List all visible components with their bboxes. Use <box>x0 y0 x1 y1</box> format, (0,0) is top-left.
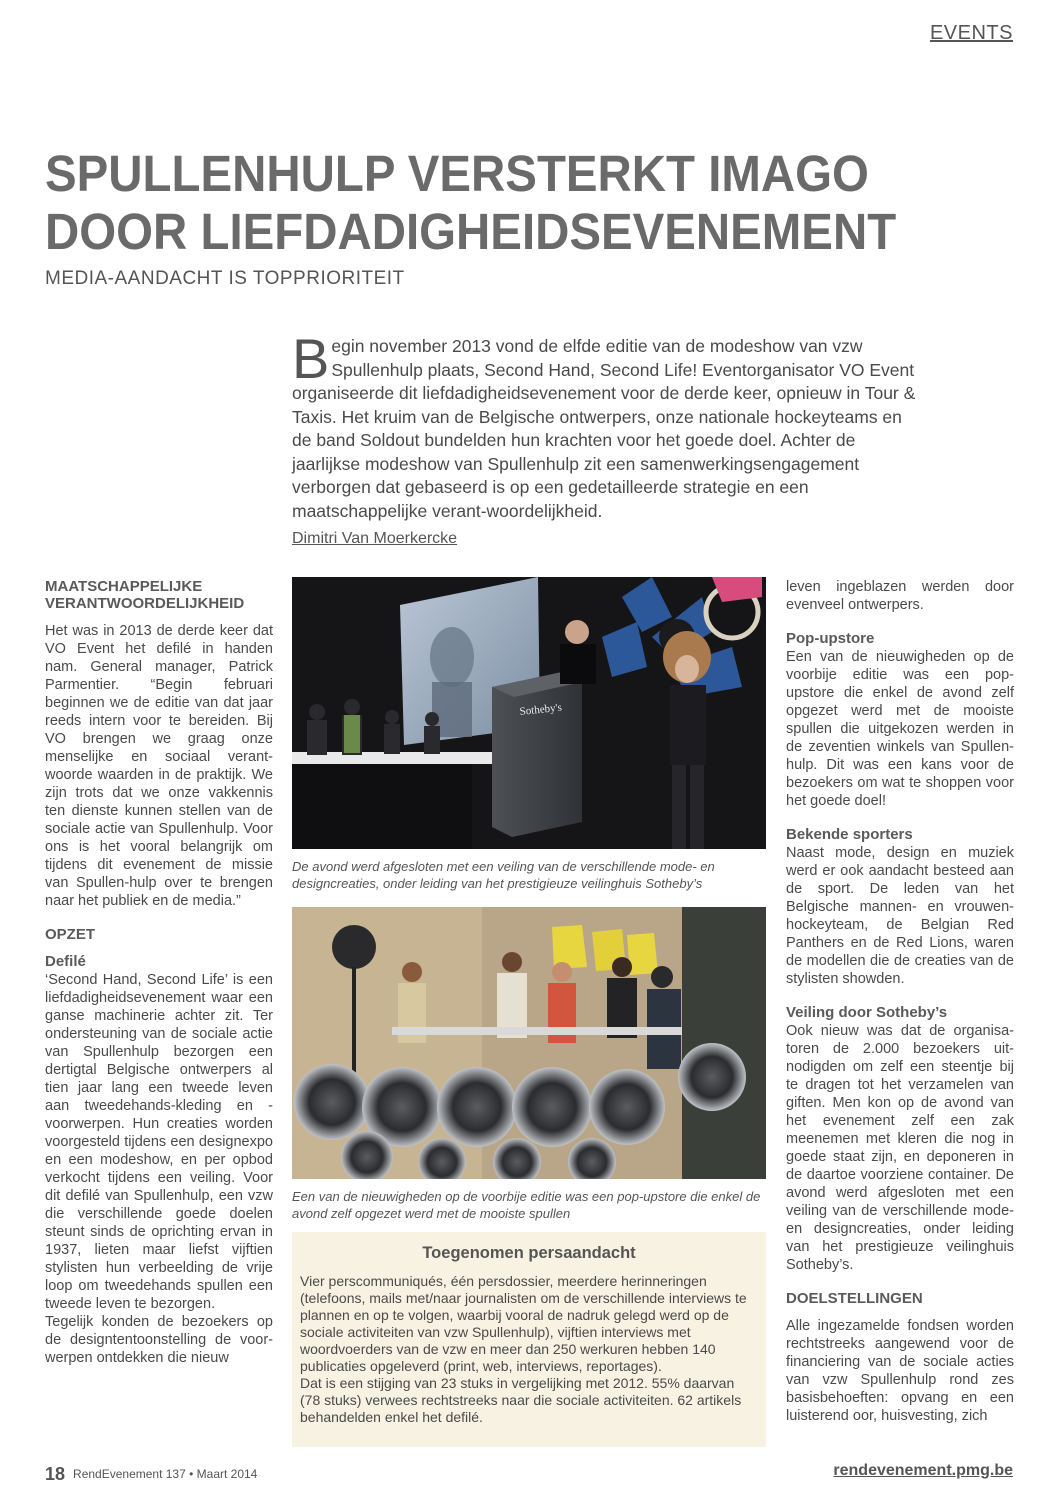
caption-photo-popupstore: Een van de nieuwigheden op de voorbije editie was een pop-upstore die enkel de avond zelf opgezet werd met de mooiste spullen <box>292 1189 761 1221</box>
caption-photo-auction: De avond werd afgesloten met een veiling van de verschillende mode- en designcreaties, onder leiding van het prestigieuze veilinghuis Sotheby’s <box>292 859 715 891</box>
right-paragraph-3: Ook nieuw was dat de organisa-toren de 2.000 bezoekers uit-nodigden om zelf een steentje bij te dragen tot het verzamelen van giften. Men kon op de avond van het evenement zelf een zak meenemen met kleren die nog in goede staat zijn, en deponeren in de daartoe voorziene container. De avond werd afgesloten met een veiling van de verschillende mode- en designcreaties, onder leiding van het prestigieuze veilinghuis Sotheby’s. <box>786 1023 1014 1273</box>
headline-line-2: DOOR LIEFDADIGHEIDSEVENEMENT <box>45 203 897 260</box>
right-column <box>786 578 1014 1425</box>
intro-text: egin november 2013 vond de elfde editie van de modeshow van vzw Spullenhulp plaats, Second Hand, Second Life! Eventorganisator VO Event organiseerde dit liefdadigheidsevenement voor de derde keer, opnieuw in Tour & Taxis. Het kruim van de Belgische ontwerpers, onze nationale hockeyteams en de band Soldout bundelden hun krachten voor het goede doel. Achter de jaarlijkse modeshow van Spullenhulp zit een samenwerkingsengagement verborgen dat gebaseerd is op een gedetailleerde strategie en een maatschappelijke verant-woordelijkheid. <box>292 336 916 521</box>
box-title: Toegenomen persaandacht <box>422 1244 636 1262</box>
left-paragraph-1: Het was in 2013 de derde keer dat VO Event het defilé in handen nam. General manager, Patrick Parmentier. “Begin februari beginnen we de editie van dat jaar reeds intern voor te bereiden. Bij VO brengen we graag onze menselijke en sociaal verant-woorde waarden in de praktijk. We zijn trots dat we onze vakkennis ten dienste kunnen stellen van de sociale actie van Spullenhulp. Voor ons is het vooral belangrijk om tijdens dit evenement de missie van Spullen-hulp over te brengen naar het publiek en de media.” <box>45 623 273 909</box>
heading-verantwoordelijkheid: MAATSCHAPPELIJKE VERANTWOORDELIJKHEID <box>45 578 245 612</box>
popupstore-illustration <box>292 907 766 1179</box>
right-paragraph-0: leven ingeblazen werden door evenveel ontwerpers. <box>786 579 1014 613</box>
right-paragraph-1: Een van de nieuwigheden op de voorbije editie was een pop-upstore die enkel de avond zelf opgezet werd met de mooiste spullen die uitgekozen werden in de zeventien winkels van Spullen-hulp. Dit was een kans voor de bezoekers om wat te shoppen voor het goede doel! <box>786 649 1014 809</box>
left-paragraph-3: Tegelijk konden de bezoekers op de designtentoonstelling de voor-werpen ontdekken die nieuw <box>45 1314 273 1366</box>
subtitle: MEDIA-AANDACHT IS TOPPRIORITEIT <box>45 268 405 289</box>
heading-doelstellingen: DOELSTELLINGEN <box>786 1290 923 1307</box>
box-paragraph-2: Dat is een stijging van 23 stuks in vergelijking met 2012. 55% daarvan (78 stuks) verwees rechtstreeks naar die sociale activiteiten. 62 artikels behandelden enkel het defilé. <box>300 1375 742 1425</box>
heading-opzet: OPZET <box>45 926 96 943</box>
right-paragraph-2: Naast mode, design en muziek werd er ook aandacht besteed aan de sport. De leden van het Belgische mannen- en vrouwen-hockeyteam, de Belgian Red Panthers en de Red Lions, waren de modellen die de creaties van de stylisten showden. <box>786 845 1014 987</box>
subheading-veiling: Veiling door Sotheby’s <box>786 1004 948 1021</box>
website-link[interactable]: rendevenement.pmg.be <box>833 1462 1013 1479</box>
page-number: 18 <box>45 1464 66 1484</box>
subheading-defile: Defilé <box>45 953 86 970</box>
left-paragraph-2: ‘Second Hand, Second Life’ is een liefdadigheidsevenement waar een ganse machinerie achter zit. Ter ondersteuning van de sociale actie van Spullenhulp bezorgen een dertigtal Belgische ontwerpers al tien jaar lang een tweede leven aan tweedehands-kleding en -voorwerpen. Hun creaties worden voorgesteld tijdens een designexpo en een modeshow, en per opbod verkocht tijdens een veiling. Voor dit defilé van Spullenhulp, een vzw die verschillende goede doelen steunt sinds de oprichting ervan in 1937, lieten maar liefst vijftien stylisten hun verbeelding de vrije loop om tweedehands spullen een tweede leven te bezorgen. <box>45 972 273 1312</box>
headline-line-1: SPULLENHULP VERSTERKT IMAGO <box>45 145 869 202</box>
footer-issue <box>45 1464 257 1485</box>
intro-paragraph <box>292 327 917 523</box>
auction-illustration <box>292 577 766 849</box>
photo-auction <box>292 577 766 849</box>
issue-info: RendEvenement 137 • Maart 2014 <box>73 1467 258 1481</box>
subheading-popupstore: Pop-upstore <box>786 630 875 647</box>
podium-sign: Sotheby's <box>519 701 563 718</box>
right-paragraph-4: Alle ingezamelde fondsen worden rechtstreeks aangewend voor de financiering van de sociale acties van vzw Spullenhulp rond zes basisbehoeften: opvang en een luisterend oor, huisvesting, zich <box>786 1318 1014 1424</box>
subheading-sporters: Bekende sporters <box>786 826 913 843</box>
press-attention-box <box>292 1232 766 1447</box>
headline <box>45 145 919 261</box>
photo-popupstore <box>292 907 766 1179</box>
author-byline[interactable]: Dimitri Van Moerkercke <box>292 530 458 547</box>
section-label: EVENTS <box>929 22 1013 44</box>
drop-cap: B <box>292 327 330 390</box>
left-column <box>45 578 273 1367</box>
box-paragraph-1: Vier perscommuniqués, één persdossier, meerdere herinneringen (telefoons, mails met/naar journalisten om de verschillende interviews te plannen en op te volgen, waarbij vooral de nadruk gelegd werd op de sociale activiteiten van vzw Spullenhulp), vijftien interviews met woordvoerders van de vzw en meer dan 250 werkuren hebben 140 publicaties opgeleverd (print, web, interviews, reportages). <box>300 1273 747 1374</box>
